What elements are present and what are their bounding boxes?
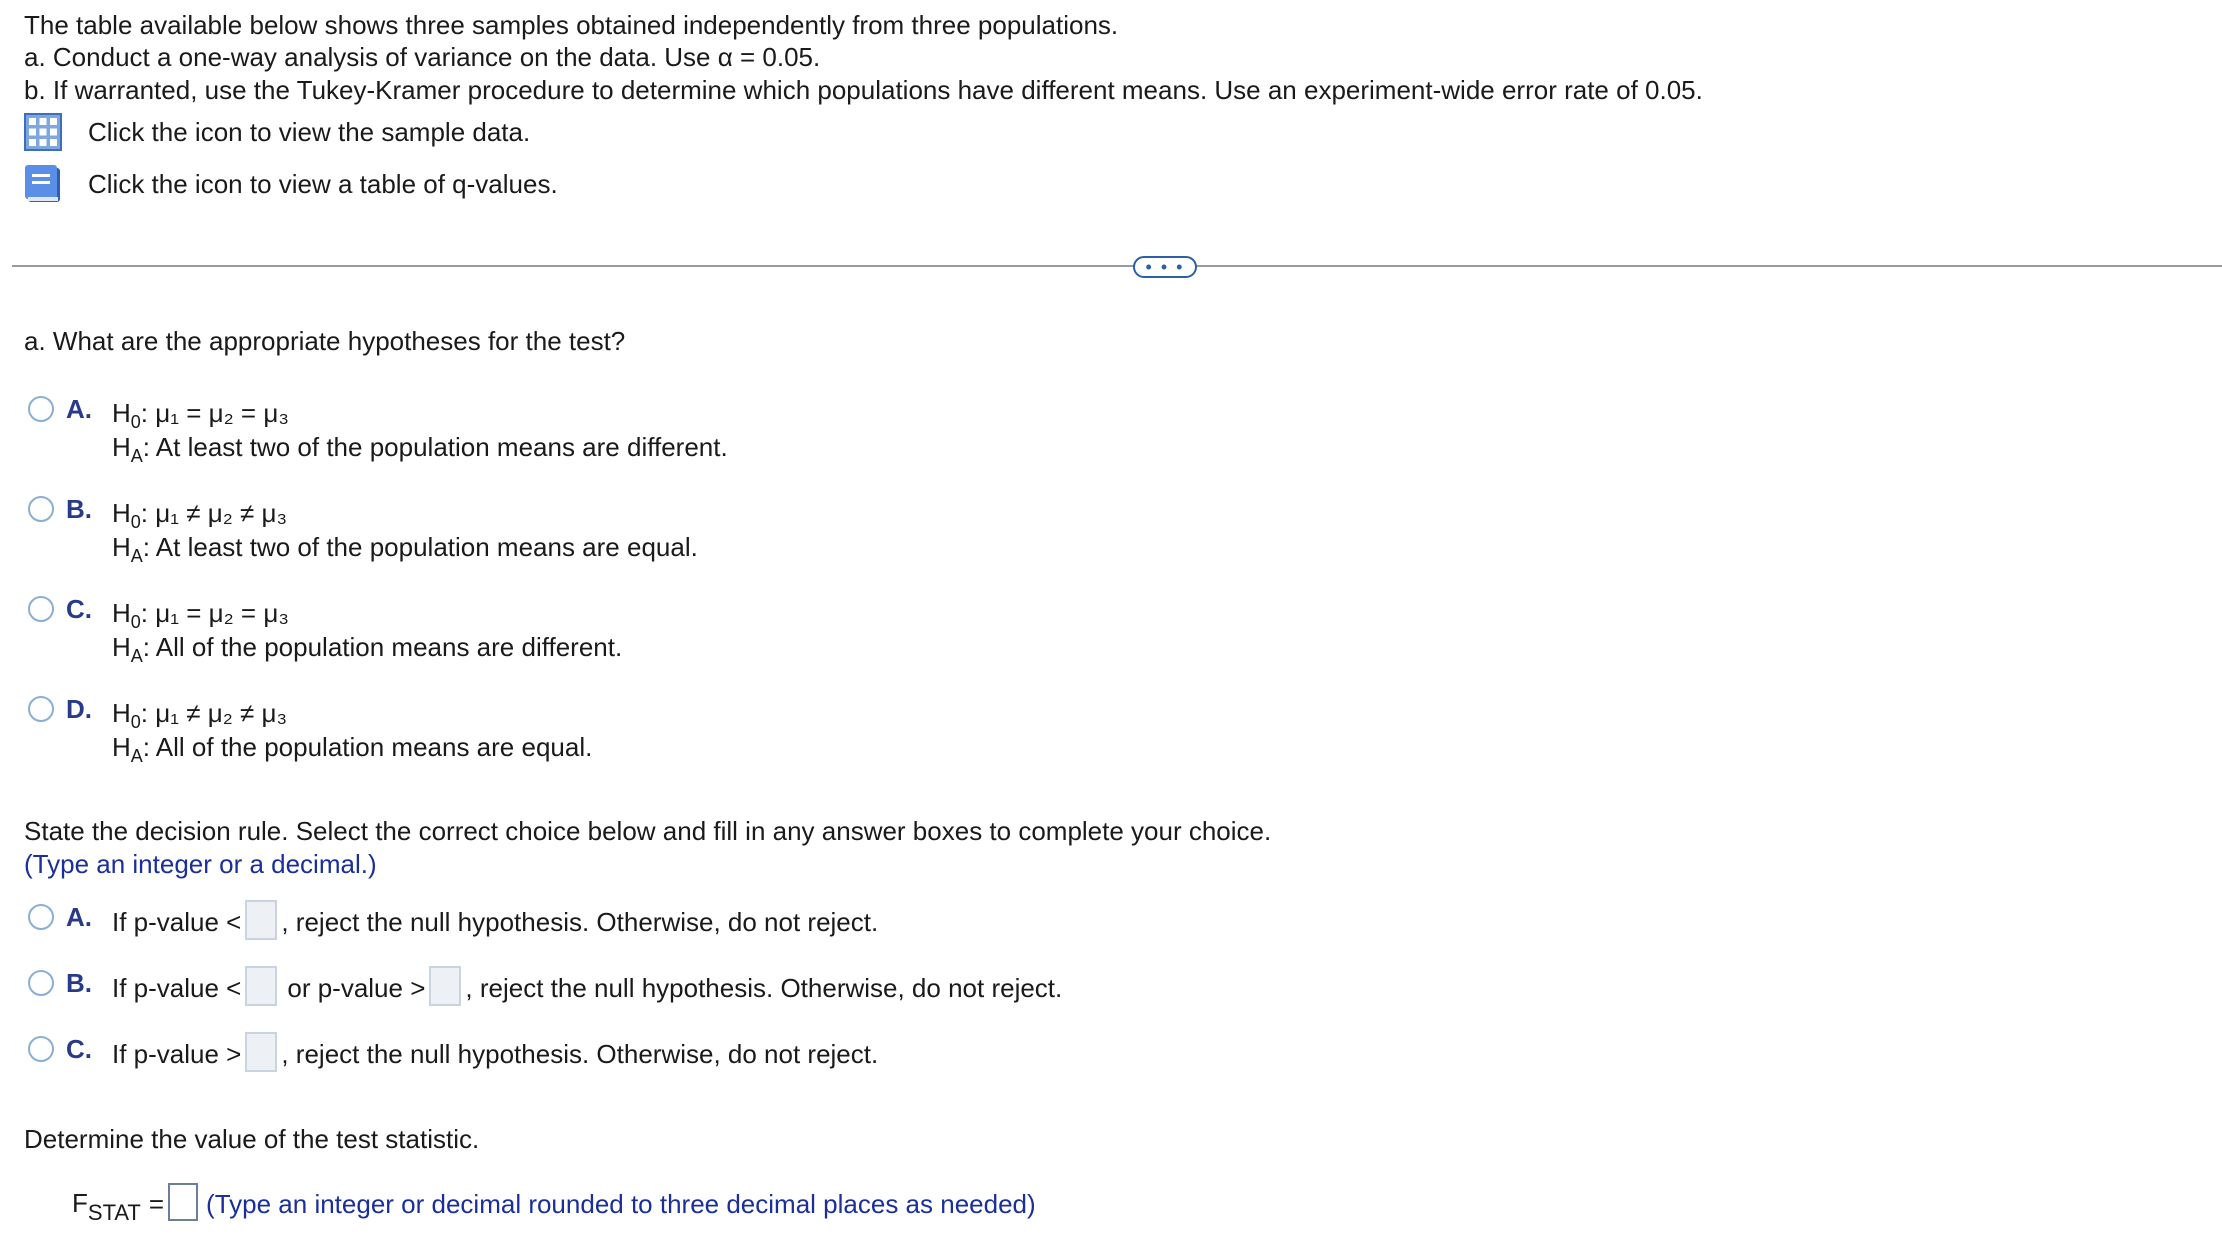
decision-option-a-pre: If p-value < <box>112 907 242 937</box>
decision-option-b-post: , reject the null hypothesis. Otherwise, do not reject. <box>465 973 1063 1003</box>
f-stat-hint: (Type an integer or decimal rounded to three decimal places as needed) <box>206 1189 1036 1219</box>
decision-rule-hint: (Type an integer or a decimal.) <box>24 849 377 879</box>
hypothesis-option-c-letter[interactable]: C. <box>66 594 92 624</box>
hypothesis-option-d-radio[interactable] <box>28 696 54 722</box>
hypothesis-option-b-ha: $H_A$: At least two of the population means are equal. <box>112 532 698 566</box>
decision-option-c-post: , reject the null hypothesis. Otherwise, do not reject. <box>281 1039 879 1069</box>
test-statistic-row <box>72 1182 1036 1226</box>
hypothesis-option-a-radio[interactable] <box>28 396 54 422</box>
hypothesis-option-d-letter[interactable]: D. <box>66 694 92 724</box>
decision-option-a-radio[interactable] <box>28 904 54 930</box>
hypothesis-option-c-h0: $H_0$: μ₁ = μ₂ = μ₃ <box>112 598 289 632</box>
decision-option-a-letter[interactable]: A. <box>66 902 92 932</box>
decision-option-c <box>112 1032 878 1076</box>
table-grid-icon[interactable] <box>24 113 62 151</box>
hypothesis-option-c-radio[interactable] <box>28 596 54 622</box>
sample-data-link-text[interactable]: Click the icon to view the sample data. <box>88 117 531 147</box>
expand-more-button[interactable]: • • • <box>1133 256 1197 278</box>
decision-option-c-letter[interactable]: C. <box>66 1034 92 1064</box>
hypothesis-option-b-h0: $H_0$: μ₁ ≠ μ₂ ≠ μ₃ <box>112 498 288 532</box>
section-divider <box>12 265 2222 267</box>
decision-option-b-letter[interactable]: B. <box>66 968 92 998</box>
intro-line-1: The table available below shows three samples obtained independently from three populations. <box>24 10 1119 40</box>
hypothesis-option-b-radio[interactable] <box>28 496 54 522</box>
decision-option-c-input[interactable] <box>245 1032 277 1072</box>
f-stat-label: $F_{STAT}$ <box>72 1188 141 1225</box>
hypothesis-option-a-h0: $H_0$: μ₁ = μ₂ = μ₃ <box>112 398 289 432</box>
q-values-link-row[interactable] <box>24 162 558 206</box>
hypothesis-option-a-ha: $H_A$: At least two of the population means are different. <box>112 432 728 466</box>
book-icon[interactable] <box>24 164 62 204</box>
q-values-link-text[interactable]: Click the icon to view a table of q-values. <box>88 169 558 199</box>
hypothesis-option-d-h0: $H_0$: μ₁ ≠ μ₂ ≠ μ₃ <box>112 698 288 732</box>
decision-option-b-pre: If p-value < <box>112 973 242 1003</box>
part-a-question: a. What are the appropriate hypotheses for the test? <box>24 326 626 356</box>
hypothesis-option-b-letter[interactable]: B. <box>66 494 92 524</box>
f-stat-equals: = <box>148 1189 165 1219</box>
decision-option-c-pre: If p-value > <box>112 1039 242 1069</box>
decision-option-a-input[interactable] <box>245 900 277 940</box>
hypothesis-option-a-letter[interactable]: A. <box>66 394 92 424</box>
decision-option-b <box>112 966 1062 1010</box>
hypothesis-option-c-ha: $H_A$: All of the population means are different. <box>112 632 623 666</box>
test-statistic-prompt: Determine the value of the test statistic. <box>24 1124 480 1154</box>
hypothesis-option-d-ha: $H_A$: All of the population means are equal. <box>112 732 593 766</box>
intro-line-2: a. Conduct a one-way analysis of variance on the data. Use α = 0.05. <box>24 42 821 72</box>
f-stat-input[interactable] <box>168 1183 198 1221</box>
decision-rule-prompt: State the decision rule. Select the correct choice below and fill in any answer boxes to complete your choice. <box>24 816 1272 846</box>
decision-option-b-mid: or p-value > <box>287 973 426 1003</box>
decision-option-b-input-2[interactable] <box>429 966 461 1006</box>
decision-option-b-radio[interactable] <box>28 970 54 996</box>
sample-data-link-row[interactable] <box>24 110 530 154</box>
intro-line-3: b. If warranted, use the Tukey-Kramer procedure to determine which populations have different means. Use an experiment-wide error rate of 0.05. <box>24 75 1703 105</box>
decision-option-a-post: , reject the null hypothesis. Otherwise, do not reject. <box>281 907 879 937</box>
decision-option-c-radio[interactable] <box>28 1036 54 1062</box>
decision-option-b-input-1[interactable] <box>245 966 277 1006</box>
decision-option-a <box>112 900 878 944</box>
